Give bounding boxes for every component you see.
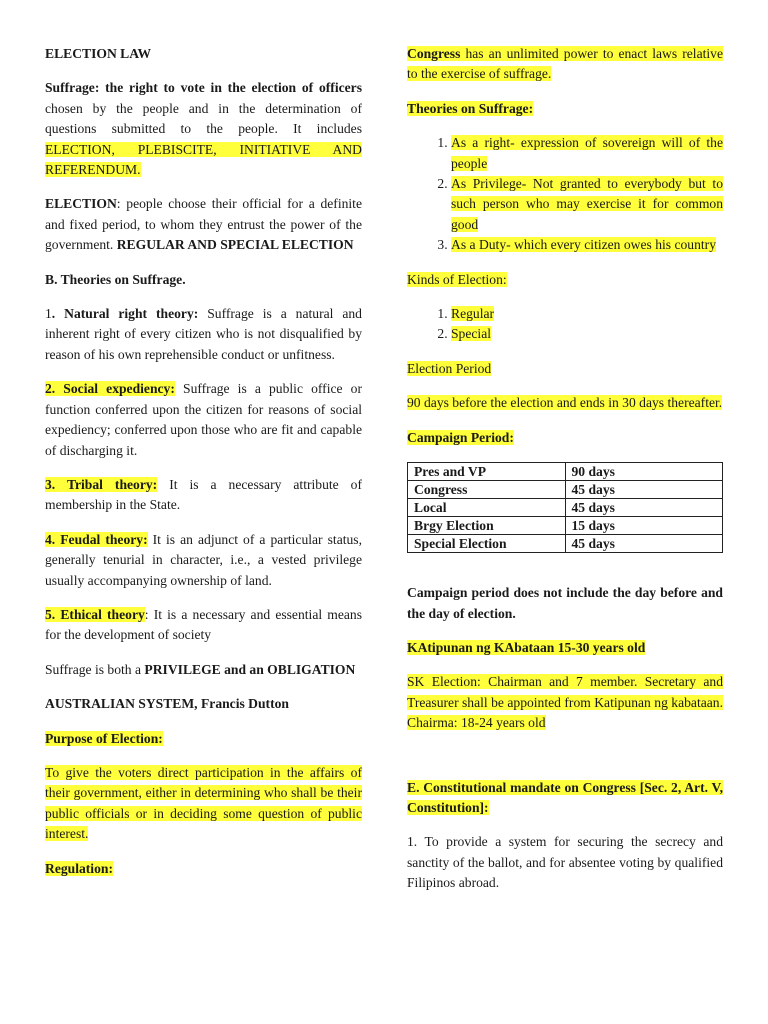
australian-system: AUSTRALIAN SYSTEM, Francis Dutton — [45, 696, 289, 712]
congress-power: Congress has an unlimited power to enact laws relative to the exercise of suffrage. — [407, 46, 723, 82]
election-period-text: 90 days before the election and ends in 30 days thereafter. — [407, 395, 723, 411]
purpose-heading: Purpose of Election: — [45, 730, 163, 746]
table-row: Local 45 days — [408, 499, 723, 517]
right-column — [407, 44, 723, 908]
kinds-list — [407, 304, 723, 345]
table-row: Brgy Election 15 days — [408, 517, 723, 535]
table-row: Pres and VP 90 days — [408, 463, 723, 481]
election-types: REGULAR AND SPECIAL ELECTION — [116, 237, 354, 253]
mandate-heading: E. Constitutional mandate on Congress [Sec. 2, Art. V, Constitution]: — [407, 779, 723, 815]
theory-feudal: 4. Feudal theory: It is an adjunct of a particular status, generally tenurial in character, i.e., a vested privilege usually accompanying ownership of land. — [45, 531, 362, 588]
suffrage-both: Suffrage is both a PRIVILEGE and an OBLIGATION — [45, 661, 356, 677]
list-item: 2. Special — [451, 324, 723, 344]
list-item: 2. As Privilege- Not granted to everybody but to such person who may exercise it for common good — [451, 174, 723, 235]
table-row: Special Election 45 days — [408, 535, 723, 553]
table-row: Congress 45 days — [408, 481, 723, 499]
mandate-text: 1. To provide a system for securing the secrecy and sanctity of the ballot, and for absentee voting by qualified Filipinos abroad. — [407, 834, 723, 891]
doc-title: ELECTION LAW — [45, 46, 152, 61]
kinds-heading: Kinds of Election: — [407, 271, 507, 287]
theories-list — [407, 133, 723, 255]
suffrage-definition: Suffrage: the right to vote in the election of officers chosen by the people and in the determination of questions submitted to the people. It includes ELECTION, PLEBISCITE, INITIATIVE AND REFERENDUM. — [45, 80, 362, 178]
theory-ethical: 5. Ethical theory: It is a necessary and essential means for the development of society — [45, 606, 362, 643]
regulation-heading: Regulation: — [45, 860, 113, 876]
list-item: 1. As a right- expression of sovereign will of the people — [451, 133, 723, 174]
election-period-heading: Election Period — [407, 360, 492, 376]
election-definition: ELECTION: people choose their official for a definite and fixed period, to whom they entrust the power of the government. REGULAR AND SPECIAL ELECTION — [45, 196, 362, 253]
purpose-text: To give the voters direct participation in the affairs of their government, either in determining who shall be their public officials or in deciding some question of public interest. — [45, 764, 362, 842]
sk-heading: KAtipunan ng KAbataan 15-30 years old — [407, 639, 646, 655]
theories-heading: B. Theories on Suffrage. — [45, 271, 186, 287]
list-item: 3. As a Duty- which every citizen owes his country — [451, 235, 723, 255]
campaign-period-heading: Campaign Period: — [407, 429, 514, 445]
campaign-note: Campaign period does not include the day before and the day of election. — [407, 585, 723, 621]
right-theories-heading: Theories on Suffrage: — [407, 100, 534, 116]
sk-text: SK Election: Chairman and 7 member. Secretary and Treasurer shall be appointed from Katipunan ng kabataan. Chairma: 18-24 years old — [407, 674, 723, 731]
theory-social-expediency: 2. Social expediency: Suffrage is a public office or function conferred upon the citizen for reasons of social expediency; conferred upon those who are fit and capable of discharging it. — [45, 381, 362, 458]
left-column — [45, 44, 362, 893]
suffrage-term: Suffrage: the right to vote in the election of officers — [45, 80, 362, 96]
suffrage-includes: ELECTION, PLEBISCITE, INITIATIVE AND REFERENDUM. — [45, 141, 362, 178]
theory-natural-right: 1. Natural right theory: Suffrage is a natural and inherent right of every citizen who is not disqualified by reason of his own reprehensible conduct or unfitness. — [45, 306, 362, 362]
campaign-period-table — [407, 462, 723, 553]
list-item: 1. Regular — [451, 304, 723, 324]
theory-tribal: 3. Tribal theory: It is a necessary attribute of membership in the State. — [45, 476, 362, 513]
